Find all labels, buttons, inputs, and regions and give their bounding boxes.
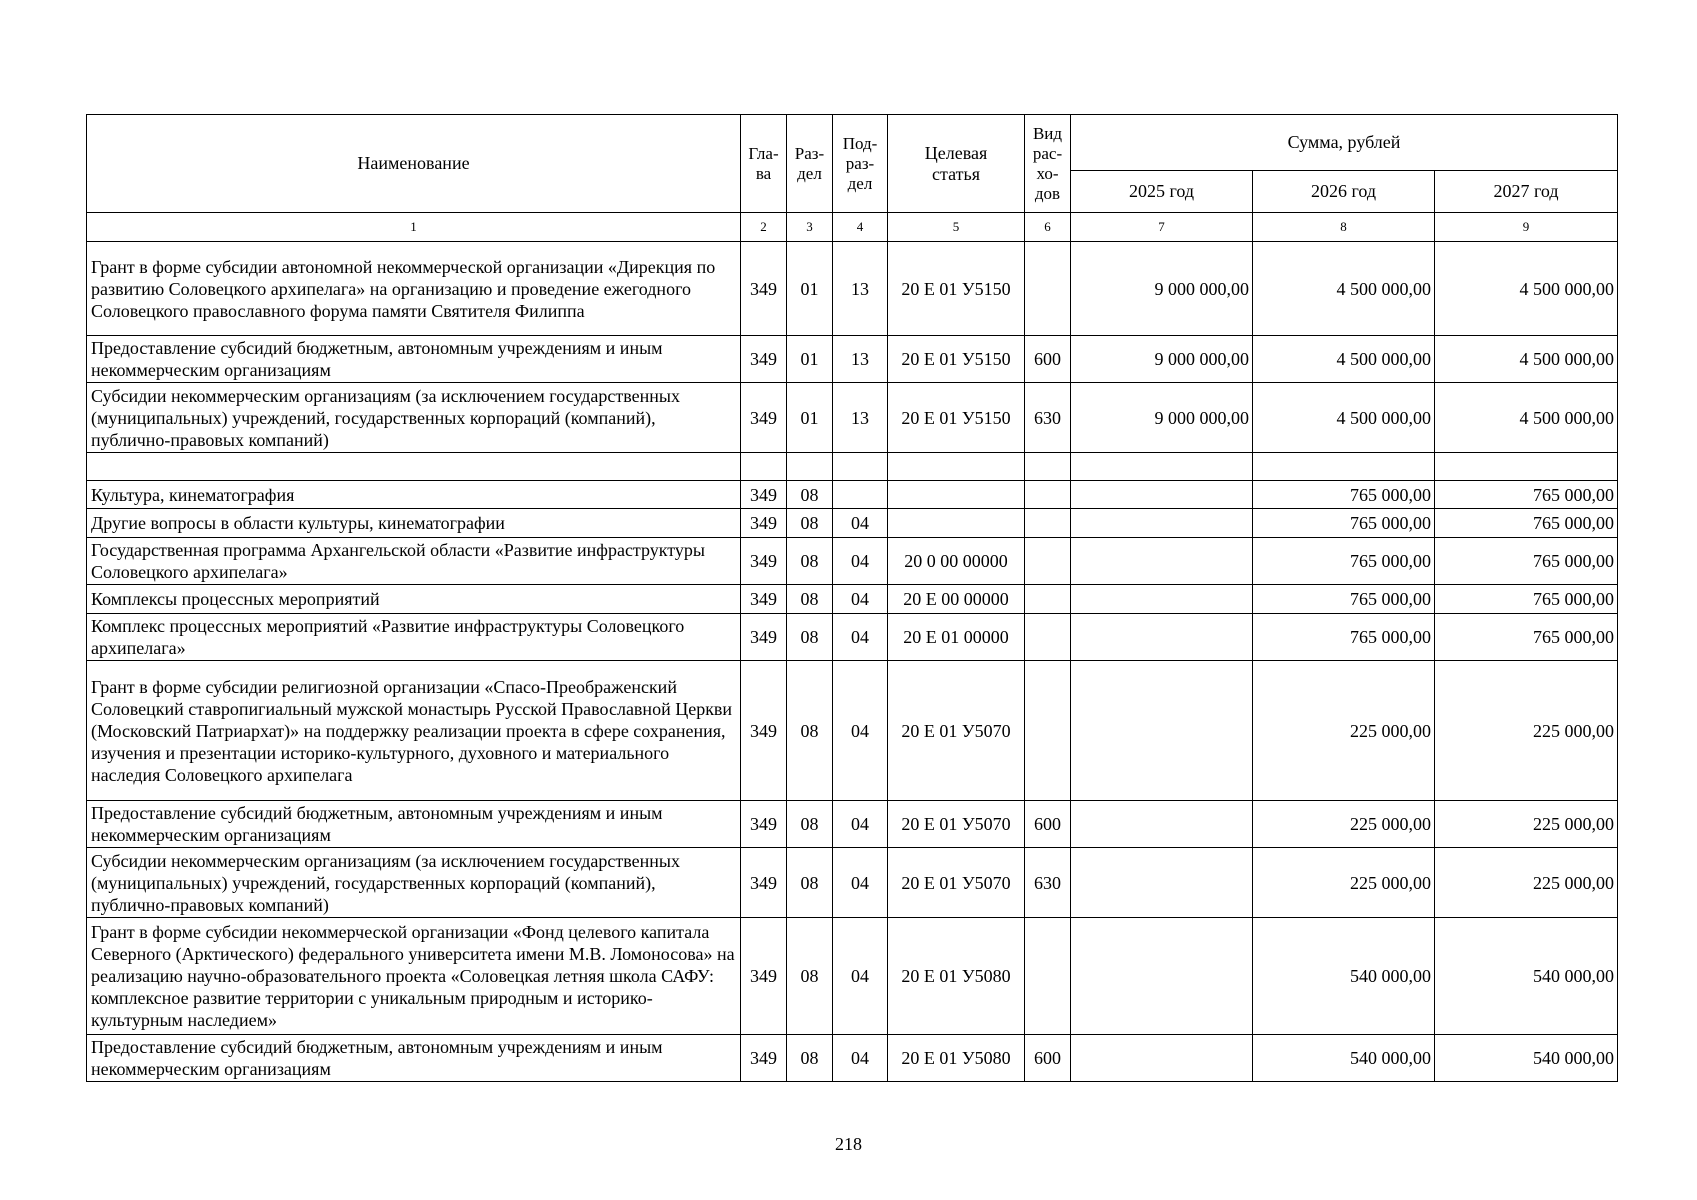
header-name: Наименование xyxy=(87,115,741,213)
row-razdel: 08 xyxy=(787,509,833,538)
row-amount-2026: 765 000,00 xyxy=(1253,481,1435,509)
table-row xyxy=(87,509,1618,538)
table-row xyxy=(87,614,1618,661)
row-razdel: 08 xyxy=(787,661,833,801)
header-target: Целевая статья xyxy=(888,115,1025,213)
row-podrazdel: 04 xyxy=(833,1035,888,1082)
column-number: 5 xyxy=(888,213,1025,242)
table-row xyxy=(87,848,1618,918)
column-number: 3 xyxy=(787,213,833,242)
row-target: 20 Е 01 У5080 xyxy=(888,918,1025,1035)
row-podrazdel xyxy=(833,453,888,481)
row-name: Предоставление субсидий бюджетным, автономным учреждениям и иным некоммерческим организациям xyxy=(87,801,741,848)
row-razdel xyxy=(787,453,833,481)
row-podrazdel: 04 xyxy=(833,801,888,848)
row-amount-2026 xyxy=(1253,453,1435,481)
row-target: 20 Е 01 У5070 xyxy=(888,801,1025,848)
row-podrazdel: 04 xyxy=(833,614,888,661)
row-amount-2026: 765 000,00 xyxy=(1253,585,1435,614)
row-vid xyxy=(1025,585,1071,614)
table-row xyxy=(87,661,1618,801)
header-razdel: Раз- дел xyxy=(787,115,833,213)
row-amount-2026: 4 500 000,00 xyxy=(1253,336,1435,383)
row-target: 20 Е 01 У5070 xyxy=(888,848,1025,918)
row-podrazdel: 13 xyxy=(833,336,888,383)
row-glava: 349 xyxy=(741,509,787,538)
row-target: 20 Е 00 00000 xyxy=(888,585,1025,614)
row-glava: 349 xyxy=(741,614,787,661)
row-name xyxy=(87,453,741,481)
row-name: Комплекс процессных мероприятий «Развитие инфраструктуры Соловецкого архипелага» xyxy=(87,614,741,661)
header-2026: 2026 год xyxy=(1253,171,1435,213)
row-podrazdel: 13 xyxy=(833,383,888,453)
row-razdel: 08 xyxy=(787,585,833,614)
header-glava: Гла- ва xyxy=(741,115,787,213)
table-row xyxy=(87,481,1618,509)
row-amount-2026: 540 000,00 xyxy=(1253,1035,1435,1082)
row-target: 20 Е 01 У5080 xyxy=(888,1035,1025,1082)
row-amount-2027: 540 000,00 xyxy=(1435,918,1618,1035)
row-vid xyxy=(1025,242,1071,336)
table-row xyxy=(87,336,1618,383)
row-vid: 600 xyxy=(1025,1035,1071,1082)
row-vid: 630 xyxy=(1025,383,1071,453)
row-razdel: 08 xyxy=(787,848,833,918)
row-amount-2026: 765 000,00 xyxy=(1253,509,1435,538)
budget-table xyxy=(86,114,1618,1082)
row-amount-2027: 765 000,00 xyxy=(1435,509,1618,538)
row-amount-2025: 9 000 000,00 xyxy=(1071,242,1253,336)
row-glava: 349 xyxy=(741,481,787,509)
row-razdel: 08 xyxy=(787,918,833,1035)
row-glava: 349 xyxy=(741,336,787,383)
row-podrazdel: 04 xyxy=(833,509,888,538)
row-name: Другие вопросы в области культуры, кинематографии xyxy=(87,509,741,538)
row-razdel: 08 xyxy=(787,614,833,661)
row-amount-2026: 540 000,00 xyxy=(1253,918,1435,1035)
row-podrazdel: 04 xyxy=(833,585,888,614)
row-amount-2025 xyxy=(1071,585,1253,614)
column-number: 6 xyxy=(1025,213,1071,242)
row-amount-2025 xyxy=(1071,481,1253,509)
row-amount-2025 xyxy=(1071,661,1253,801)
table-row xyxy=(87,242,1618,336)
row-name: Комплексы процессных мероприятий xyxy=(87,585,741,614)
header-sum: Сумма, рублей xyxy=(1071,115,1618,171)
row-target xyxy=(888,453,1025,481)
table-body xyxy=(87,242,1618,1082)
row-name: Грант в форме субсидии автономной некоммерческой организации «Дирекция по развитию Соловецкого архипелага» на организацию и проведение ежегодного Соловецкого православного форума памяти Святителя Филиппа xyxy=(87,242,741,336)
table-row xyxy=(87,585,1618,614)
table-row xyxy=(87,383,1618,453)
row-vid xyxy=(1025,481,1071,509)
row-podrazdel: 04 xyxy=(833,848,888,918)
row-podrazdel: 04 xyxy=(833,918,888,1035)
table-row xyxy=(87,453,1618,481)
row-name: Грант в форме субсидии некоммерческой организации «Фонд целевого капитала Северного (Арктического) федерального университета имени М.В. Ломоносова» на реализацию научно-образовательного проекта «Соловецкая летняя школа САФУ: комплексное развитие территории с уникальным природным и историко-культурным наследием» xyxy=(87,918,741,1035)
table-row xyxy=(87,918,1618,1035)
table-row xyxy=(87,801,1618,848)
row-amount-2027: 765 000,00 xyxy=(1435,585,1618,614)
row-amount-2027: 4 500 000,00 xyxy=(1435,383,1618,453)
row-amount-2025: 9 000 000,00 xyxy=(1071,336,1253,383)
row-amount-2026: 765 000,00 xyxy=(1253,538,1435,585)
row-name: Предоставление субсидий бюджетным, автономным учреждениям и иным некоммерческим организациям xyxy=(87,336,741,383)
row-razdel: 08 xyxy=(787,1035,833,1082)
row-name: Грант в форме субсидии религиозной организации «Спасо-Преображенский Соловецкий ставропигиальный мужской монастырь Русской Православной Церкви (Московский Патриархат)» на поддержку реализации проекта в сфере сохранения, изучения и презентации историко-культурного, духовного и материального наследия Соловецкого архипелага xyxy=(87,661,741,801)
row-amount-2027 xyxy=(1435,453,1618,481)
row-amount-2027: 225 000,00 xyxy=(1435,661,1618,801)
row-razdel: 08 xyxy=(787,801,833,848)
row-vid xyxy=(1025,509,1071,538)
row-vid: 600 xyxy=(1025,336,1071,383)
row-amount-2027: 225 000,00 xyxy=(1435,848,1618,918)
row-amount-2026: 225 000,00 xyxy=(1253,801,1435,848)
column-number: 7 xyxy=(1071,213,1253,242)
row-amount-2026: 225 000,00 xyxy=(1253,848,1435,918)
row-amount-2025 xyxy=(1071,1035,1253,1082)
row-target: 20 Е 01 У5150 xyxy=(888,242,1025,336)
row-amount-2025 xyxy=(1071,538,1253,585)
row-amount-2025 xyxy=(1071,918,1253,1035)
column-number: 8 xyxy=(1253,213,1435,242)
row-glava: 349 xyxy=(741,1035,787,1082)
row-amount-2027: 765 000,00 xyxy=(1435,481,1618,509)
column-number: 9 xyxy=(1435,213,1618,242)
row-podrazdel: 04 xyxy=(833,538,888,585)
row-amount-2025 xyxy=(1071,509,1253,538)
row-razdel: 01 xyxy=(787,383,833,453)
row-glava: 349 xyxy=(741,242,787,336)
row-razdel: 01 xyxy=(787,336,833,383)
table-row xyxy=(87,538,1618,585)
row-amount-2025 xyxy=(1071,848,1253,918)
row-razdel: 08 xyxy=(787,538,833,585)
row-amount-2027: 225 000,00 xyxy=(1435,801,1618,848)
row-target: 20 Е 01 У5150 xyxy=(888,383,1025,453)
row-amount-2025 xyxy=(1071,801,1253,848)
row-glava: 349 xyxy=(741,661,787,801)
row-vid xyxy=(1025,661,1071,801)
row-glava: 349 xyxy=(741,383,787,453)
row-amount-2027: 765 000,00 xyxy=(1435,614,1618,661)
row-name: Государственная программа Архангельской области «Развитие инфраструктуры Соловецкого архипелага» xyxy=(87,538,741,585)
row-target: 20 Е 01 У5070 xyxy=(888,661,1025,801)
row-glava: 349 xyxy=(741,848,787,918)
column-number: 2 xyxy=(741,213,787,242)
column-number-row xyxy=(87,213,1618,242)
row-amount-2025: 9 000 000,00 xyxy=(1071,383,1253,453)
column-number: 4 xyxy=(833,213,888,242)
row-podrazdel xyxy=(833,481,888,509)
row-vid xyxy=(1025,918,1071,1035)
row-vid: 630 xyxy=(1025,848,1071,918)
row-glava: 349 xyxy=(741,538,787,585)
row-name: Субсидии некоммерческим организациям (за исключением государственных (муниципальных) учреждений, государственных корпораций (компаний), публично-правовых компаний) xyxy=(87,383,741,453)
row-amount-2026: 225 000,00 xyxy=(1253,661,1435,801)
row-vid: 600 xyxy=(1025,801,1071,848)
row-target xyxy=(888,481,1025,509)
header-podrazdel: Под- раз- дел xyxy=(833,115,888,213)
row-target: 20 0 00 00000 xyxy=(888,538,1025,585)
row-glava: 349 xyxy=(741,585,787,614)
page-number: 218 xyxy=(835,1134,862,1154)
row-amount-2025 xyxy=(1071,453,1253,481)
row-glava: 349 xyxy=(741,801,787,848)
row-target: 20 Е 01 У5150 xyxy=(888,336,1025,383)
row-amount-2027: 4 500 000,00 xyxy=(1435,336,1618,383)
header-2025: 2025 год xyxy=(1071,171,1253,213)
row-amount-2026: 765 000,00 xyxy=(1253,614,1435,661)
row-vid xyxy=(1025,614,1071,661)
header-2027: 2027 год xyxy=(1435,171,1618,213)
row-podrazdel: 04 xyxy=(833,661,888,801)
row-amount-2025 xyxy=(1071,614,1253,661)
row-amount-2027: 765 000,00 xyxy=(1435,538,1618,585)
row-name: Субсидии некоммерческим организациям (за исключением государственных (муниципальных) учреждений, государственных корпораций (компаний), публично-правовых компаний) xyxy=(87,848,741,918)
row-name: Культура, кинематография xyxy=(87,481,741,509)
row-amount-2026: 4 500 000,00 xyxy=(1253,383,1435,453)
row-razdel: 01 xyxy=(787,242,833,336)
row-razdel: 08 xyxy=(787,481,833,509)
row-name: Предоставление субсидий бюджетным, автономным учреждениям и иным некоммерческим организациям xyxy=(87,1035,741,1082)
row-amount-2027: 4 500 000,00 xyxy=(1435,242,1618,336)
row-podrazdel: 13 xyxy=(833,242,888,336)
row-amount-2027: 540 000,00 xyxy=(1435,1035,1618,1082)
row-target: 20 Е 01 00000 xyxy=(888,614,1025,661)
table-header xyxy=(87,115,1618,242)
row-target xyxy=(888,509,1025,538)
column-number: 1 xyxy=(87,213,741,242)
row-vid xyxy=(1025,538,1071,585)
row-vid xyxy=(1025,453,1071,481)
row-glava: 349 xyxy=(741,918,787,1035)
header-vid: Вид рас- хо- дов xyxy=(1025,115,1071,213)
table-row xyxy=(87,1035,1618,1082)
row-amount-2026: 4 500 000,00 xyxy=(1253,242,1435,336)
row-glava xyxy=(741,453,787,481)
